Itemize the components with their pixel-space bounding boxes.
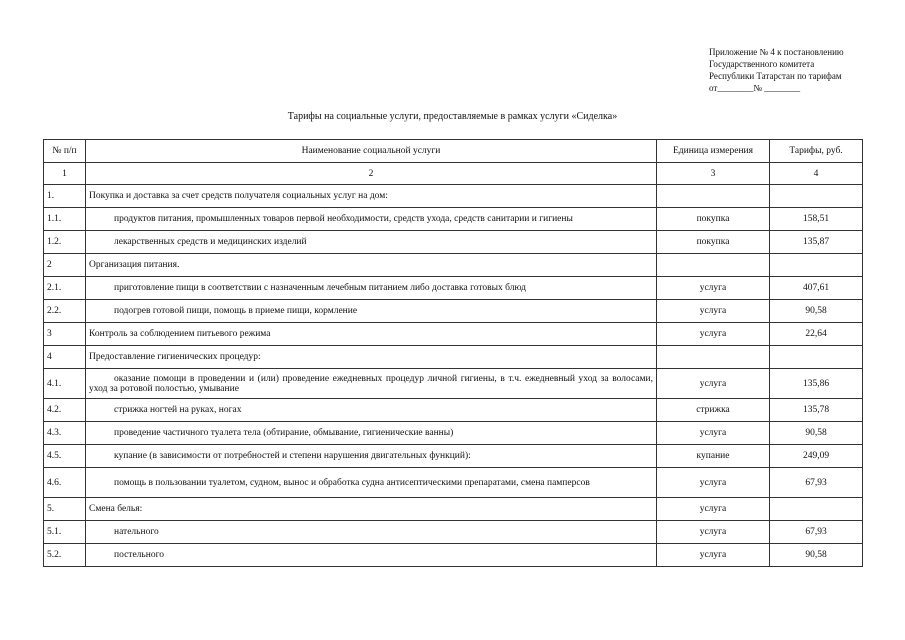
service-name-cell: стрижка ногтей на руках, ногах: [86, 399, 657, 422]
row-number-cell: 3: [44, 323, 86, 346]
unit-cell: услуга: [657, 300, 770, 323]
service-name-cell: проведение частичного туалета тела (обтирание, обмывание, гигиенические ванны): [86, 422, 657, 445]
price-cell: 407,61: [770, 277, 863, 300]
unit-cell: покупка: [657, 231, 770, 254]
price-cell: 135,78: [770, 399, 863, 422]
service-name-cell: подогрев готовой пищи, помощь в приеме пищи, кормление: [86, 300, 657, 323]
service-name-cell: Смена белья:: [86, 498, 657, 521]
price-cell: 249,09: [770, 445, 863, 468]
unit-cell: покупка: [657, 208, 770, 231]
price-cell: 67,93: [770, 468, 863, 498]
unit-cell: услуга: [657, 422, 770, 445]
unit-cell: услуга: [657, 468, 770, 498]
price-cell: 135,86: [770, 369, 863, 399]
price-cell: 67,93: [770, 521, 863, 544]
table-row: [44, 369, 863, 399]
unit-cell: услуга: [657, 369, 770, 399]
price-cell: [770, 185, 863, 208]
row-number-cell: 1.: [44, 185, 86, 208]
unit-cell: [657, 254, 770, 277]
column-number-row: [44, 163, 863, 185]
column-number: 1: [44, 163, 86, 185]
table-row: [44, 544, 863, 567]
document-title: Тарифы на социальные услуги, предоставляемые в рамках услуги «Сиделка»: [287, 111, 618, 122]
table-row: [44, 422, 863, 445]
service-name-cell: Покупка и доставка за счет средств получателя социальных услуг на дом:: [86, 185, 657, 208]
unit-cell: услуга: [657, 498, 770, 521]
table-row: [44, 445, 863, 468]
service-name-cell: помощь в пользовании туалетом, судном, вынос и обработка судна антисептическими препаратами, смена памперсов: [86, 468, 657, 498]
row-number-cell: 5.2.: [44, 544, 86, 567]
column-number: 3: [657, 163, 770, 185]
price-cell: 90,58: [770, 544, 863, 567]
appendix-line-2: Государственного комитета: [709, 59, 815, 69]
price-cell: [770, 498, 863, 521]
table-row: [44, 346, 863, 369]
header-price: Тарифы, руб.: [770, 140, 863, 163]
row-number-cell: 4.5.: [44, 445, 86, 468]
service-name-cell: Организация питания.: [86, 254, 657, 277]
price-cell: [770, 254, 863, 277]
service-name-cell: Контроль за соблюдением питьевого режима: [86, 323, 657, 346]
service-name-cell: постельного: [86, 544, 657, 567]
price-cell: 158,51: [770, 208, 863, 231]
row-number-cell: 2.1.: [44, 277, 86, 300]
tariffs-table: [43, 139, 863, 567]
price-cell: 90,58: [770, 300, 863, 323]
row-number-cell: 4.3.: [44, 422, 86, 445]
price-cell: [770, 346, 863, 369]
table-row: [44, 277, 863, 300]
table-row: [44, 468, 863, 498]
row-number-cell: 1.2.: [44, 231, 86, 254]
row-number-cell: 1.1.: [44, 208, 86, 231]
appendix-line-3: Республики Татарстан по тарифам: [709, 71, 842, 81]
header-num: № п/п: [44, 140, 86, 163]
price-cell: 90,58: [770, 422, 863, 445]
table-row: [44, 231, 863, 254]
unit-cell: услуга: [657, 323, 770, 346]
appendix-line-4: от________№ ________: [709, 83, 801, 93]
service-name-cell: Предоставление гигиенических процедур:: [86, 346, 657, 369]
table-row: [44, 521, 863, 544]
unit-cell: стрижка: [657, 399, 770, 422]
service-name-cell: купание (в зависимости от потребностей и степени нарушения двигательных функций):: [86, 445, 657, 468]
row-number-cell: 4.1.: [44, 369, 86, 399]
appendix-line-1: Приложение № 4 к постановлению: [709, 47, 844, 57]
unit-cell: услуга: [657, 277, 770, 300]
table-row: [44, 323, 863, 346]
service-name-cell: продуктов питания, промышленных товаров первой необходимости, средств ухода, средств санитарии и гигиены: [86, 208, 657, 231]
table-row: [44, 498, 863, 521]
unit-cell: услуга: [657, 544, 770, 567]
table-row: [44, 208, 863, 231]
unit-cell: [657, 346, 770, 369]
row-number-cell: 5.1.: [44, 521, 86, 544]
column-number: 4: [770, 163, 863, 185]
row-number-cell: 2: [44, 254, 86, 277]
table-row: [44, 300, 863, 323]
row-number-cell: 2.2.: [44, 300, 86, 323]
table-row: [44, 399, 863, 422]
table-row: [44, 254, 863, 277]
row-number-cell: 4: [44, 346, 86, 369]
header-unit: Единица измерения: [657, 140, 770, 163]
row-number-cell: 4.6.: [44, 468, 86, 498]
table-header-row: [44, 140, 863, 163]
price-cell: 22,64: [770, 323, 863, 346]
unit-cell: купание: [657, 445, 770, 468]
column-number: 2: [86, 163, 657, 185]
appendix-block: [709, 46, 844, 94]
price-cell: 135,87: [770, 231, 863, 254]
unit-cell: услуга: [657, 521, 770, 544]
header-name: Наименование социальной услуги: [86, 140, 657, 163]
row-number-cell: 5.: [44, 498, 86, 521]
service-name-cell: приготовление пищи в соответствии с назначенным лечебным питанием либо доставка готовых блюд: [86, 277, 657, 300]
service-name-cell: нательного: [86, 521, 657, 544]
service-name-cell: лекарственных средств и медицинских изделий: [86, 231, 657, 254]
service-name-cell: оказание помощи в проведении и (или) проведение ежедневных процедур личной гигиены, в т.ч. ежедневный уход за волосами, уход за ротовой полостью, умывание: [86, 369, 657, 399]
table-row: [44, 185, 863, 208]
unit-cell: [657, 185, 770, 208]
row-number-cell: 4.2.: [44, 399, 86, 422]
